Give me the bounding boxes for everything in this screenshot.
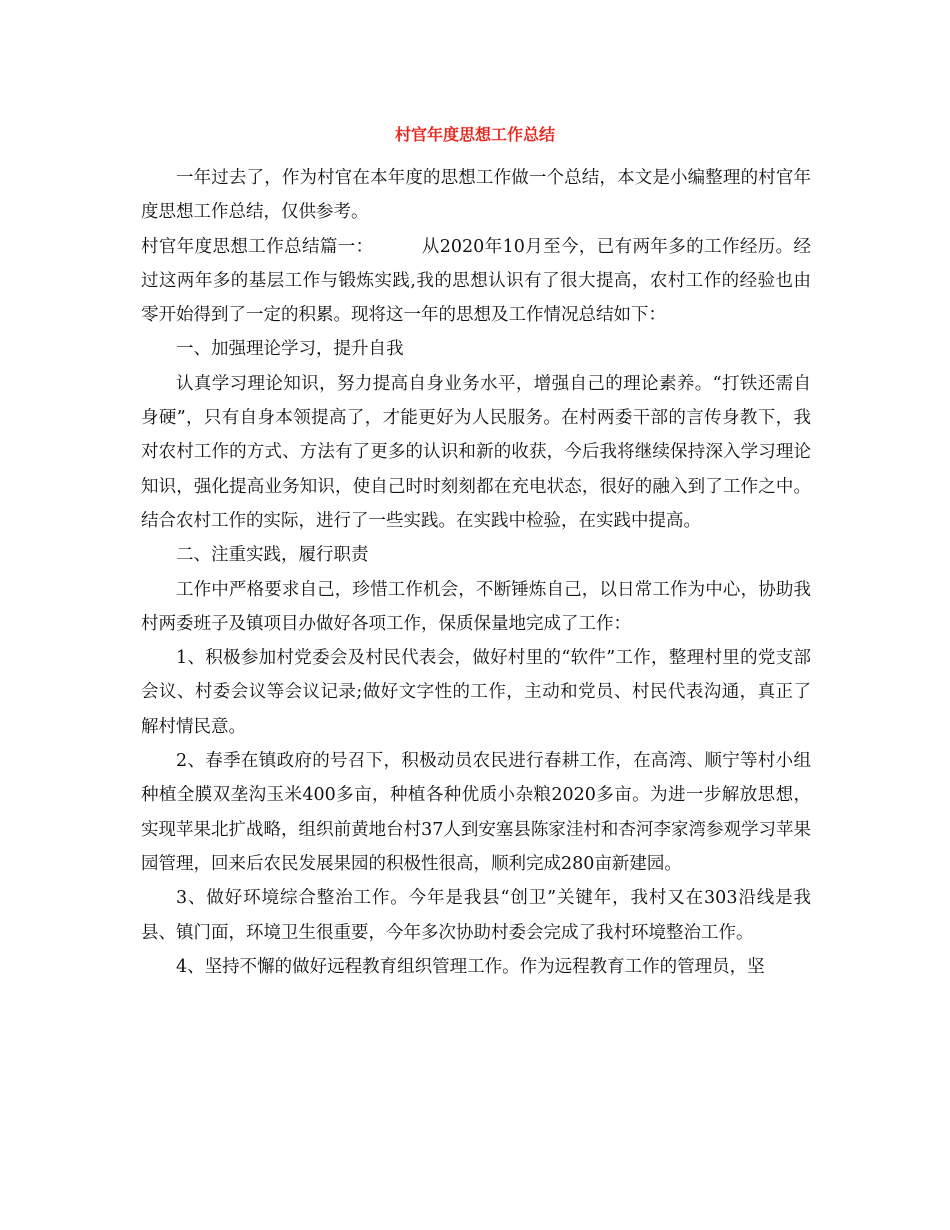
part-one-paragraph bbox=[141, 230, 811, 333]
part-heading: 村官年度思想工作总结篇一： bbox=[141, 236, 374, 257]
list-item-2: 2、春季在镇政府的号召下，积极动员农民进行春耕工作，在高湾、顺宁等村小组种植全膜双垄沟玉米400多亩，种植各种优质小杂粮2020多亩。为进一步解放思想，实现苹果北扩战略，组织前黄地台村37人到安塞县陈家洼村和杏河李家湾参观学习苹果园管理，回来后农民发展果园的积极性很高，顺利完成280亩新建园。 bbox=[141, 751, 811, 874]
list-item-4: 4、坚持不懈的做好远程教育组织管理工作。作为远程教育工作的管理员，坚 bbox=[176, 956, 765, 977]
section1-heading: 一、加强理论学习，提升自我 bbox=[176, 339, 404, 360]
part-first-paragraph: 从2020年10月至今，已有两年多的工作经历。经过这两年多的基层工作与锻炼实践,我的思想认识有了很大提高，农村工作的经验也由零开始得到了一定的积累。现将这一年的思想及工作情况总结如下： bbox=[141, 236, 811, 326]
section2-paragraph: 工作中严格要求自己，珍惜工作机会，不断锤炼自己，以日常工作为中心，协助我村两委班子及镇项目办做好各项工作，保质保量地完成了工作： bbox=[141, 579, 811, 634]
document-title: 村官年度思想工作总结 bbox=[394, 125, 555, 144]
list-item-1: 1、积极参加村党委会及村民代表会，做好村里的“软件”工作，整理村里的党支部会议、村委会议等会议记录;做好文字性的工作，主动和党员、村民代表沟通，真正了解村情民意。 bbox=[141, 648, 811, 737]
document-body bbox=[141, 152, 811, 984]
list-item-3: 3、做好环境综合整治工作。今年是我县“创卫”关键年，我村又在303沿线是我县、镇门面，环境卫生很重要，今年多次协助村委会完成了我村环境整治工作。 bbox=[141, 888, 811, 943]
section1-paragraph: 认真学习理论知识，努力提高自身业务水平，增强自己的理论素养。“打铁还需自身硬”，只有自身本领提高了，才能更好为人民服务。在村两委干部的言传身教下，我对农村工作的方式、方法有了更多的认识和新的收获，今后我将继续保持深入学习理论知识，强化提高业务知识，使自己时时刻刻都在充电状态，很好的融入到了工作之中。结合农村工作的实际，进行了一些实践。在实践中检验，在实践中提高。 bbox=[141, 373, 811, 531]
section2-heading: 二、注重实践，履行职责 bbox=[176, 545, 369, 566]
intro-paragraph: 一年过去了，作为村官在本年度的思想工作做一个总结，本文是小编整理的村官年度思想工作总结，仅供参考。 bbox=[141, 168, 811, 223]
